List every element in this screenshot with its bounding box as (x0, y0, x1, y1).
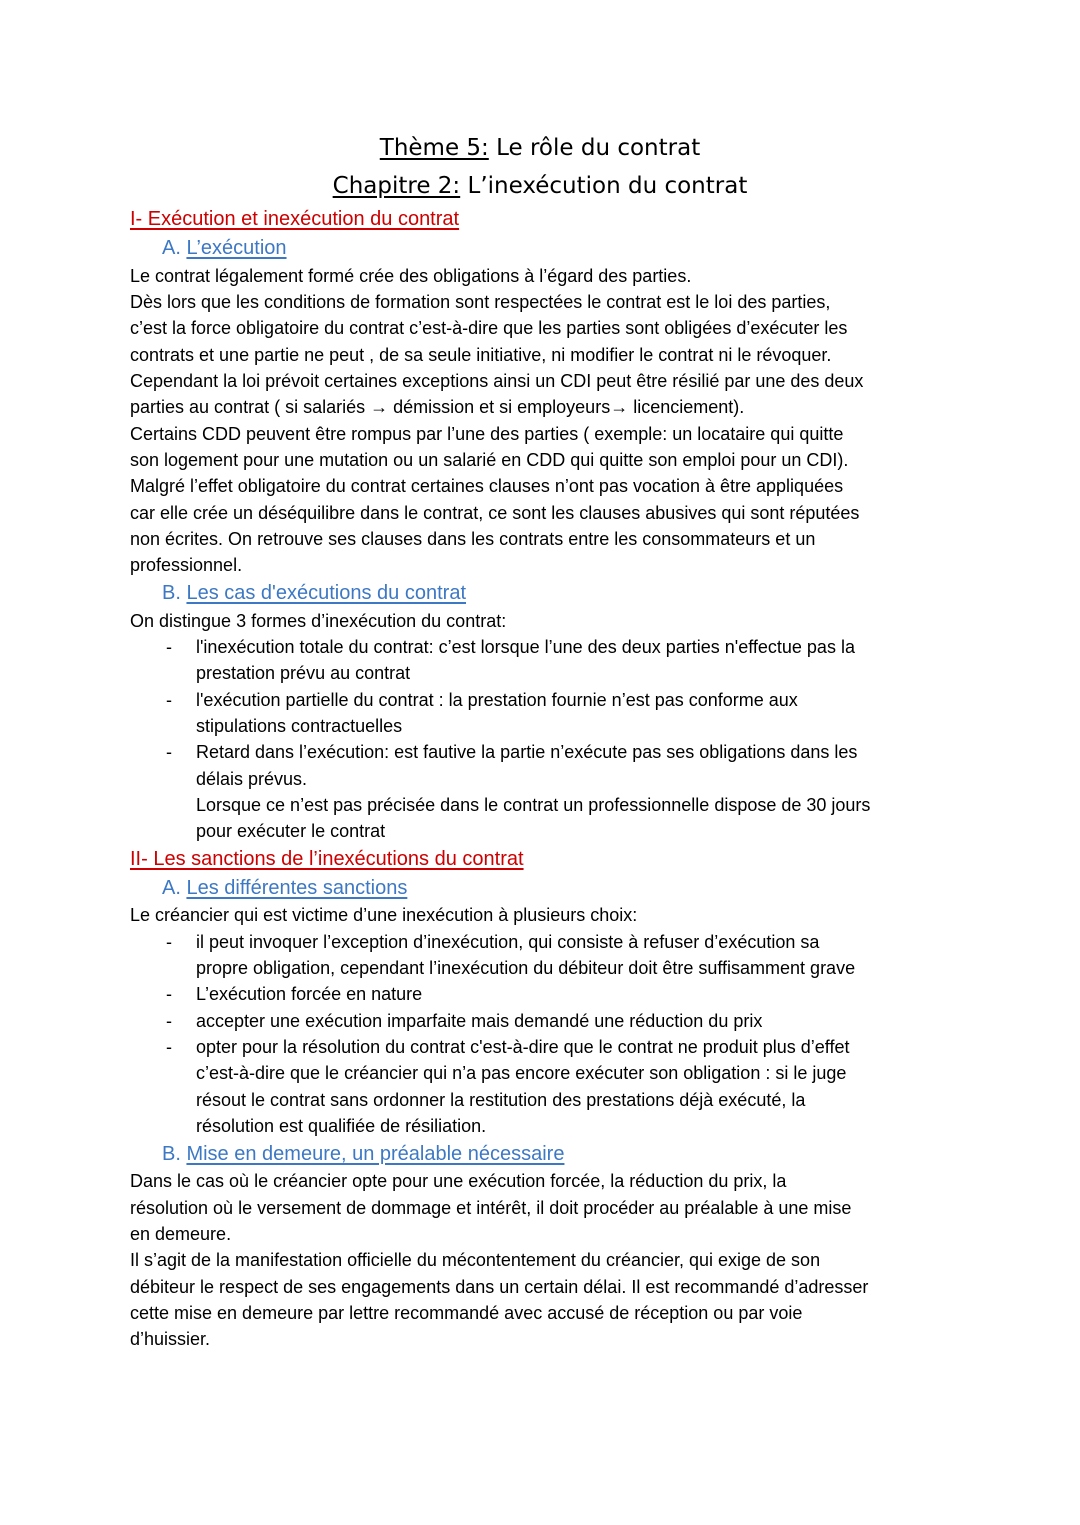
paragraph-line: Cependant la loi prévoit certaines exceptions ainsi un CDI peut être résilié par une des deux (130, 371, 864, 391)
doc-subtitle (0, 171, 1080, 201)
paragraph-line: Le créancier qui est victime d’une inexécution à plusieurs choix: (130, 905, 638, 925)
paragraph-line: c’est la force obligatoire du contrat c’est-à-dire que les parties sont obligées d’exécuter les (130, 318, 848, 338)
subsection-heading-1a (162, 235, 287, 261)
subsection-title: Les différentes sanctions (186, 877, 408, 899)
paragraph-line: Il s’agit de la manifestation officielle du mécontentement du créancier, qui exige de son (130, 1250, 821, 1270)
list-item-continuation: c’est-à-dire que le créancier qui n’a pas encore exécuter son obligation : si le juge (196, 1063, 847, 1083)
list-item-text: accepter une exécution imparfaite mais demandé une réduction du prix (196, 1011, 763, 1031)
doc-title-label: Thème 5: (379, 135, 489, 161)
doc-title (0, 133, 1080, 163)
list-bullet: - (166, 742, 172, 762)
list-item-text: opter pour la résolution du contrat c'est-à-dire que le contrat ne produit plus d’effet (196, 1037, 850, 1057)
list-item-continuation: résolution est qualifiée de résiliation. (196, 1116, 487, 1136)
subsection-letter: A. (162, 237, 187, 259)
list-item (166, 687, 798, 713)
paragraph-line: résolution où le versement de dommage et intérêt, il doit procéder au préalable à une mise (130, 1198, 852, 1218)
list-item-text: l'inexécution totale du contrat: c’est lorsque l’une des deux parties n'effectue pas la (196, 637, 855, 657)
list-bullet: - (166, 932, 172, 952)
list-item-text: l'exécution partielle du contrat : la prestation fournie n’est pas conforme aux (196, 690, 798, 710)
list-item-continuation: délais prévus. (196, 769, 308, 789)
list-item-text: il peut invoquer l’exception d’inexécution, qui consiste à refuser d’exécution sa (196, 932, 820, 952)
paragraph-line: contrats et une partie ne peut , de sa seule initiative, ni modifier le contrat ni le révoquer. (130, 345, 832, 365)
list-bullet: - (166, 984, 172, 1004)
list-bullet: - (166, 1037, 172, 1057)
list-item-continuation: pour exécuter le contrat (196, 821, 386, 841)
subsection-title: Les cas d'exécutions du contrat (186, 582, 466, 604)
subsection-title: L’exécution (186, 237, 287, 259)
paragraph-line: On distingue 3 formes d’inexécution du contrat: (130, 611, 507, 631)
section-heading-1: I- Exécution et inexécution du contrat (130, 208, 460, 230)
paragraph-line: parties au contrat ( si salariés → démission et si employeurs→ licenciement). (130, 397, 745, 417)
paragraph-line: son logement pour une mutation ou un salarié en CDD qui quitte son emploi pour un CDI). (130, 450, 849, 470)
list-bullet: - (166, 637, 172, 657)
subsection-heading-2b (162, 1141, 564, 1167)
paragraph-line: Certains CDD peuvent être rompus par l’une des parties ( exemple: un locataire qui quitte (130, 424, 844, 444)
subsection-letter: A. (162, 877, 187, 899)
list-item (166, 1008, 763, 1034)
paragraph-line: professionnel. (130, 555, 243, 575)
subsection-letter: B. (162, 1143, 187, 1165)
paragraph-line: non écrites. On retrouve ses clauses dans les contrats entre les consommateurs et un (130, 529, 816, 549)
subsection-title: Mise en demeure, un préalable nécessaire (186, 1143, 565, 1165)
subsection-letter: B. (162, 582, 187, 604)
paragraph-line: Malgré l’effet obligatoire du contrat certaines clauses n’ont pas vocation à être appliquées (130, 476, 844, 496)
list-item (166, 634, 855, 660)
paragraph-line: Le contrat légalement formé crée des obligations à l’égard des parties. (130, 266, 692, 286)
list-item-continuation: prestation prévu au contrat (196, 663, 411, 683)
list-item-text: Retard dans l’exécution: est fautive la partie n’exécute pas ses obligations dans les (196, 742, 858, 762)
list-item (166, 929, 820, 955)
section-heading-2: II- Les sanctions de l’inexécutions du contrat (130, 848, 524, 870)
paragraph-line: débiteur le respect de ses engagements dans un certain délai. Il est recommandé d’adresser (130, 1277, 869, 1297)
list-item-continuation: Lorsque ce n’est pas précisée dans le contrat un professionnelle dispose de 30 jours (196, 795, 871, 815)
list-bullet: - (166, 1011, 172, 1031)
paragraph-line: cette mise en demeure par lettre recommandé avec accusé de réception ou par voie (130, 1303, 803, 1323)
subsection-heading-2a (162, 875, 407, 901)
paragraph-line: en demeure. (130, 1224, 232, 1244)
list-item-continuation: propre obligation, cependant l’inexécution du débiteur doit être suffisamment grave (196, 958, 856, 978)
paragraph-line: car elle crée un déséquilibre dans le contrat, ce sont les clauses abusives qui sont réputées (130, 503, 860, 523)
list-item-continuation: stipulations contractuelles (196, 716, 403, 736)
doc-subtitle-text: L’inexécution du contrat (460, 173, 748, 199)
paragraph-line: d’huissier. (130, 1329, 211, 1349)
list-item-continuation: résout le contrat sans ordonner la restitution des prestations déjà exécuté, la (196, 1090, 806, 1110)
paragraph-line: Dès lors que les conditions de formation sont respectées le contrat est le loi des parties, (130, 292, 831, 312)
doc-subtitle-label: Chapitre 2: (332, 173, 461, 199)
list-item (166, 1034, 850, 1060)
list-item (166, 981, 423, 1007)
paragraph-line: Dans le cas où le créancier opte pour une exécution forcée, la réduction du prix, la (130, 1171, 787, 1191)
list-item-text: L’exécution forcée en nature (196, 984, 423, 1004)
subsection-heading-1b (162, 580, 466, 606)
list-bullet: - (166, 690, 172, 710)
list-item (166, 739, 858, 765)
doc-title-text: Le rôle du contrat (488, 135, 701, 161)
